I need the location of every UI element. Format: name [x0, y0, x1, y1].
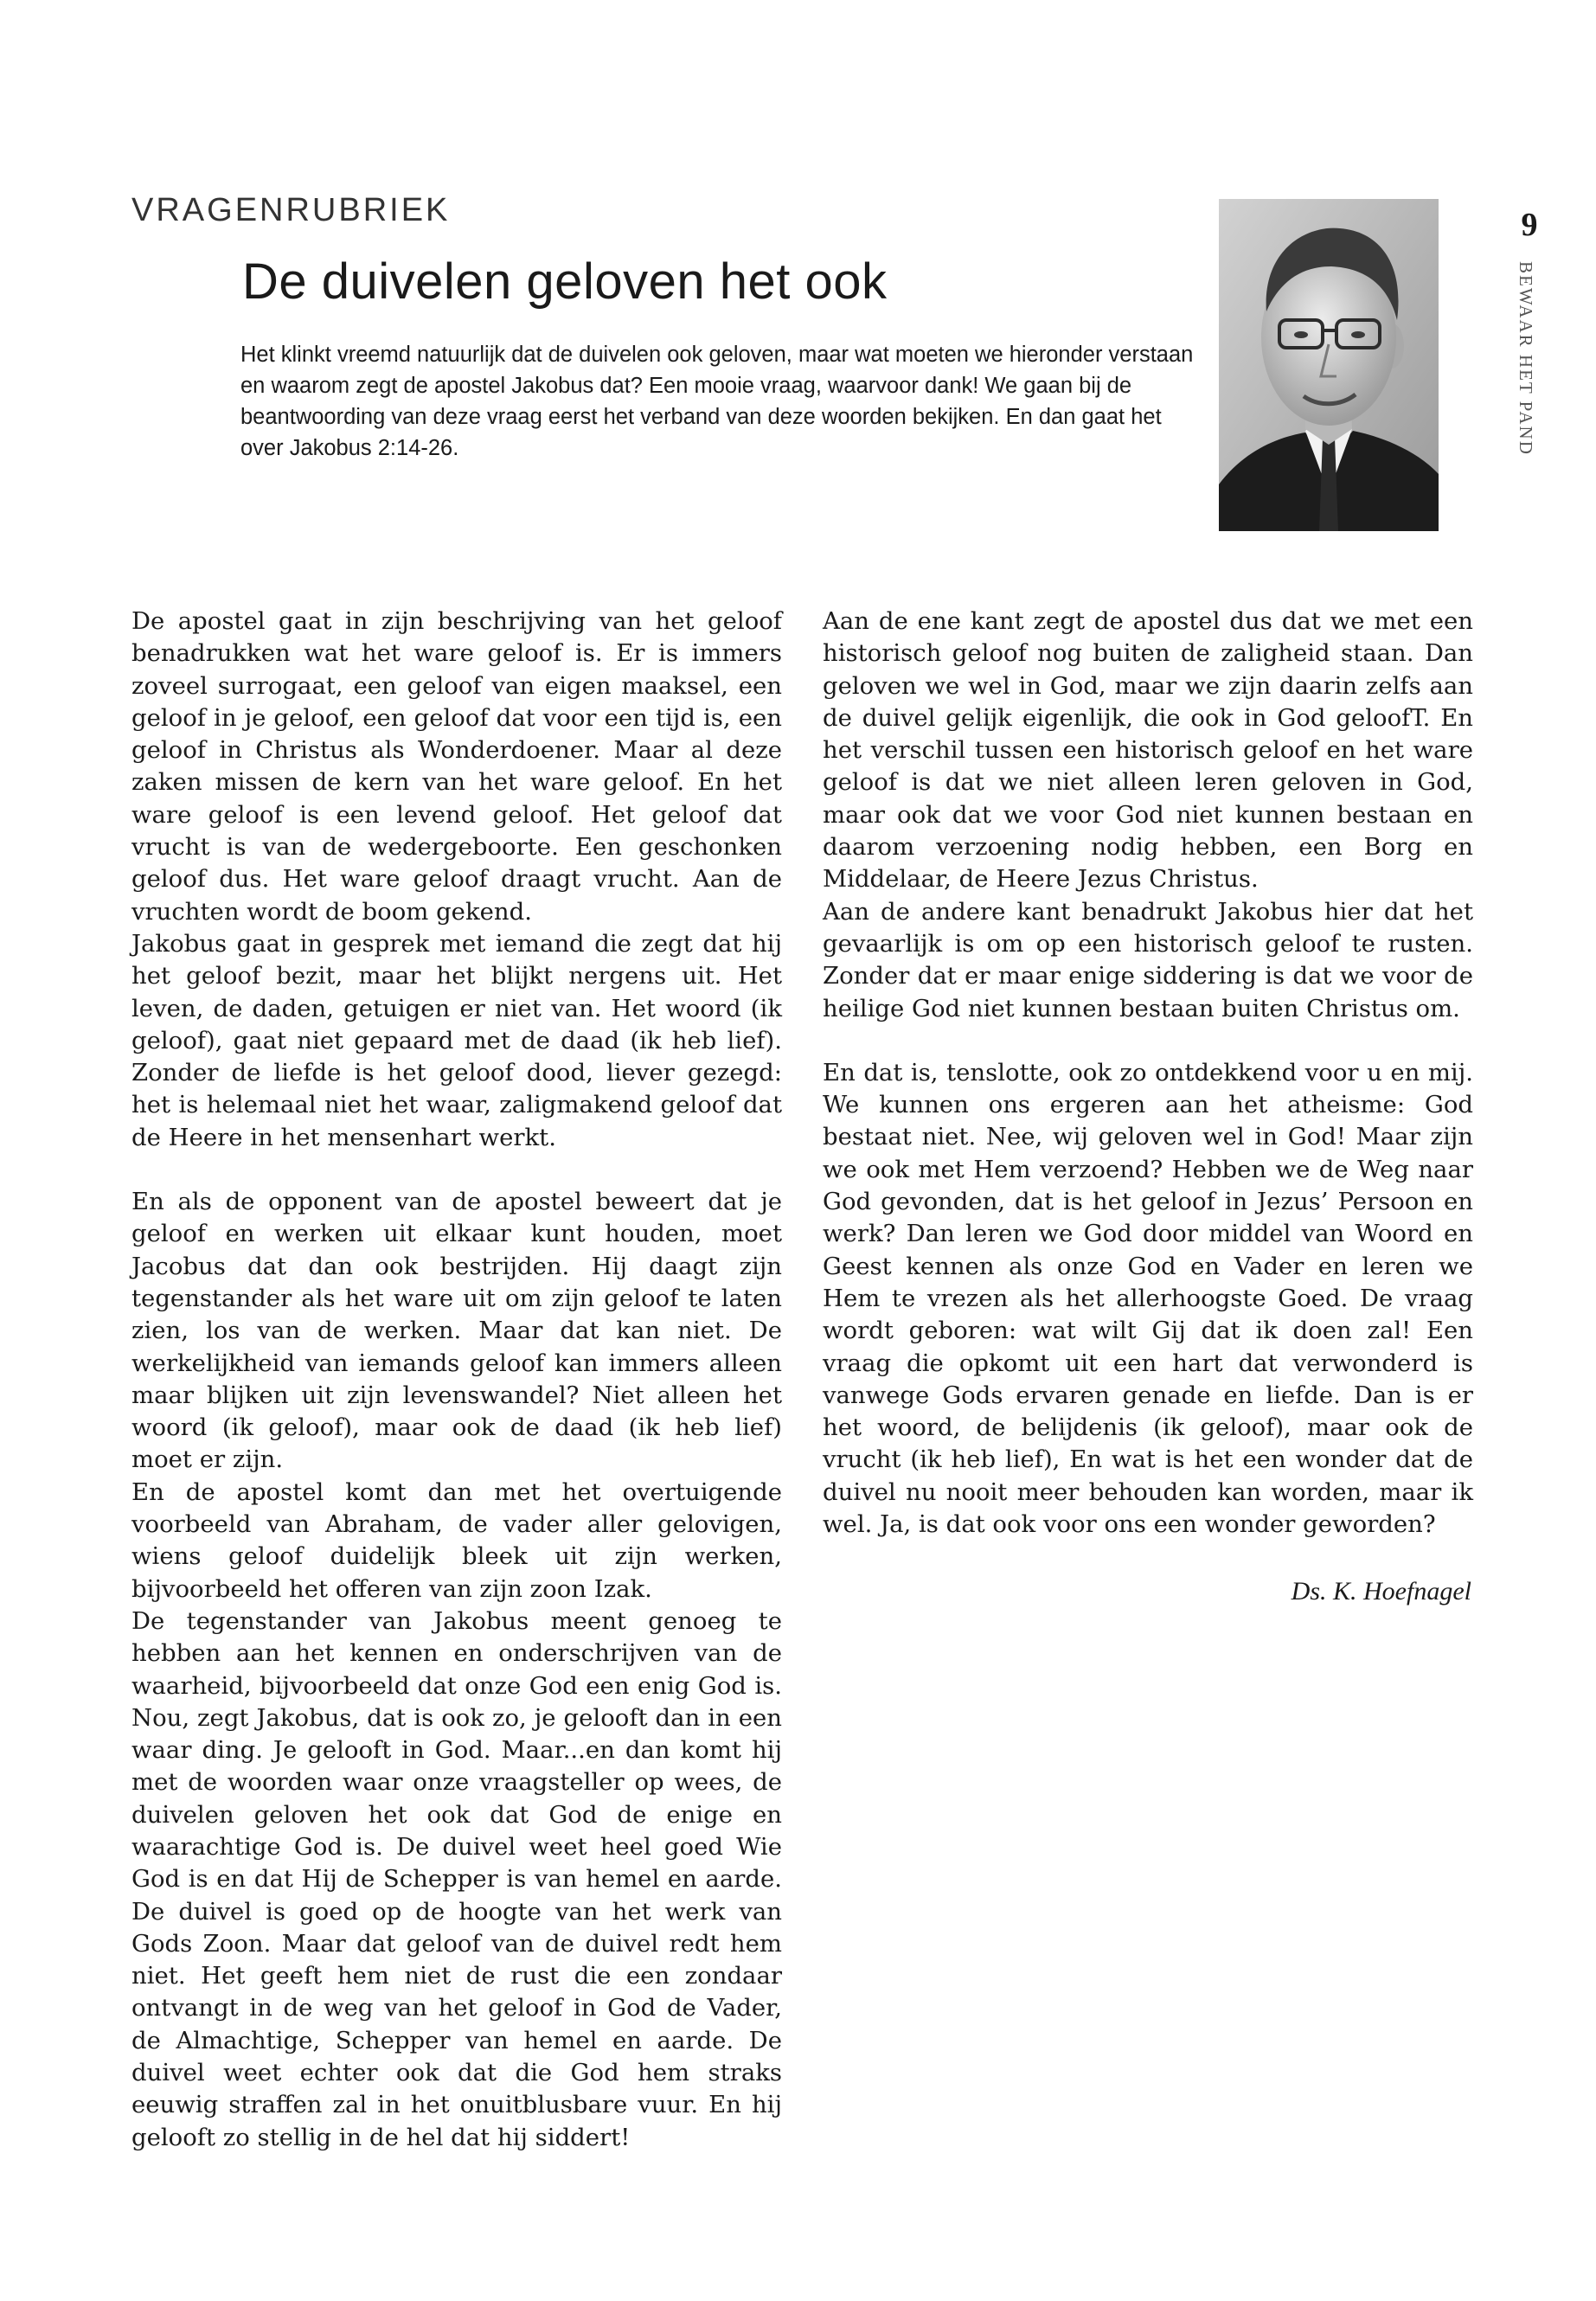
- article-intro: Het klinkt vreemd natuurlijk dat de duivelen ook geloven, maar wat moeten we hieronder verstaan en waarom zegt de apostel Jakobus dat? Een mooie vraag, waarvoor dank! We gaan bij de beantwoording van deze vraag eerst het verband van deze woorden bekijken. En dan gaat het over Jakobus 2:14-26.: [240, 343, 1194, 460]
- paragraph: En dat is, tenslotte, ook zo ontdekkend voor u en mij. We kunnen ons ergeren aan het atheisme: God bestaat niet. Nee, wij geloven wel in God! Maar zijn we ook met Hem verzoend? Hebben we de Weg naar God gevonden, dat is het geloof in Jezus’ Persoon en werk? Dan leren we God door middel van Woord en Geest kennen als onze God en Vader en leren we Hem te vrezen als het allerhoogste Goed. De vraag wordt geboren: wat wilt Gij dat ik doen zal! Een vraag die opkomt uit een hart dat verwonderd is vanwege Gods ervaren genade en liefde. Dan is er het woord, de belijdenis (ik geloof), maar ook de vrucht (ik heb lief), En wat is het een wonder dat de duivel nu nooit meer behouden kan worden, maar ik wel. Ja, is dat ook voor ons een wonder geworden?: [823, 1058, 1473, 1539]
- paragraph: De apostel gaat in zijn beschrijving van het geloof benadrukken wat het ware geloof is. Er is immers zoveel surrogaat, een geloof van eigen maaksel, een geloof in je geloof, een geloof dat voor een tijd is, een geloof in Christus als Wonderdoener. Maar al deze zaken missen de kern van het ware geloof. En het ware geloof is een levend geloof. Het geloof dat vrucht is van de wedergeboorte. Een geschonken geloof dus. Het ware geloof draagt vrucht. Aan de vruchten wordt de boom gekend.: [131, 607, 782, 926]
- article-title: De duivelen geloven het ook: [242, 253, 888, 310]
- paragraph: Jakobus gaat in gesprek met iemand die zegt dat hij het geloof bezit, maar het blijkt nergens uit. Het leven, de daden, getuigen er niet van. Het woord (ik geloof), gaat niet gepaard met de daad (ik heb lief). Zonder de liefde is het geloof dood, liever gezegd: het is helemaal niet het waar, zaligmakend geloof dat de Heere in het mensenhart werkt.: [131, 929, 782, 1151]
- paragraph: Aan de andere kant benadrukt Jakobus hier dat het gevaarlijk is om op een historisch geloof te rusten. Zonder dat er maar enige siddering is dat we voor de heilige God niet kunnen bestaan buiten Christus om.: [823, 897, 1473, 1022]
- running-head: BEWAAR HET PAND: [1516, 261, 1536, 456]
- author-portrait: [1219, 199, 1439, 531]
- body-column-left: [131, 606, 782, 2154]
- paragraph: De tegenstander van Jakobus meent genoeg te hebben aan het kennen en onderschrijven van de waarheid, bijvoorbeeld dat onze God een enig God is. Nou, zegt Jakobus, dat is ook zo, je gelooft dan in een waar ding. Je gelooft in God. Maar...en dan komt hij met de woorden waar onze vraagsteller op wees, de duivelen geloven het ook dat God de enige en waarachtige God is. De duivel weet heel goed Wie God is en dat Hij de Schepper is van hemel en aarde. De duivel is goed op de hoogte van het werk van Gods Zoon. Maar dat geloof van de duivel redt hem niet. Het geeft hem niet de rust die een zondaar ontvangt in de weg van het geloof in God de Vader, de Almachtige, Schepper van hemel en aarde. De duivel weet echter ook dat die God hem straks eeuwig straffen zal in het onuitblusbare vuur. En hij gelooft zo stellig in de hel dat hij siddert!: [131, 1606, 782, 2151]
- paragraph: Aan de ene kant zegt de apostel dus dat we met een historisch geloof nog buiten de zaligheid staan. Dan geloven we wel in God, maar we zijn daarin zelfs aan de duivel gelijk eigenlijk, die ook in God geloofT. En het verschil tussen een historisch geloof en het ware geloof is dat we niet alleen leren geloven in God, maar ook dat we voor God niet kunnen bestaan en daarom verzoening nodig hebben, een Borg en Middelaar, de Heere Jezus Christus.: [823, 607, 1473, 894]
- author-signature: Ds. K. Hoefnagel: [1291, 1577, 1471, 1606]
- paragraph: En als de opponent van de apostel beweert dat je geloof en werken uit elkaar kunt houden, moet Jacobus dat dan ook bestrijden. Hij daagt zijn tegenstander als het ware uit om zijn geloof te laten zien, los van de werken. Maar dat kan niet. De werkelijkheid van iemands geloof kan immers alleen maar blijken uit zijn levenswandel? Niet alleen het woord (ik geloof), maar ook de daad (ik heb lief) moet er zijn.: [131, 1188, 782, 1474]
- section-label: VRAGENRUBRIEK: [131, 192, 451, 228]
- body-column-right: [823, 606, 1473, 1608]
- page-number: 9: [1521, 207, 1538, 243]
- paragraph: En de apostel komt dan met het overtuigende voorbeeld van Abraham, de vader aller gelovigen, wiens geloof duidelijk bleek uit zijn werken, bijvoorbeeld het offeren van zijn zoon Izak.: [131, 1477, 782, 1603]
